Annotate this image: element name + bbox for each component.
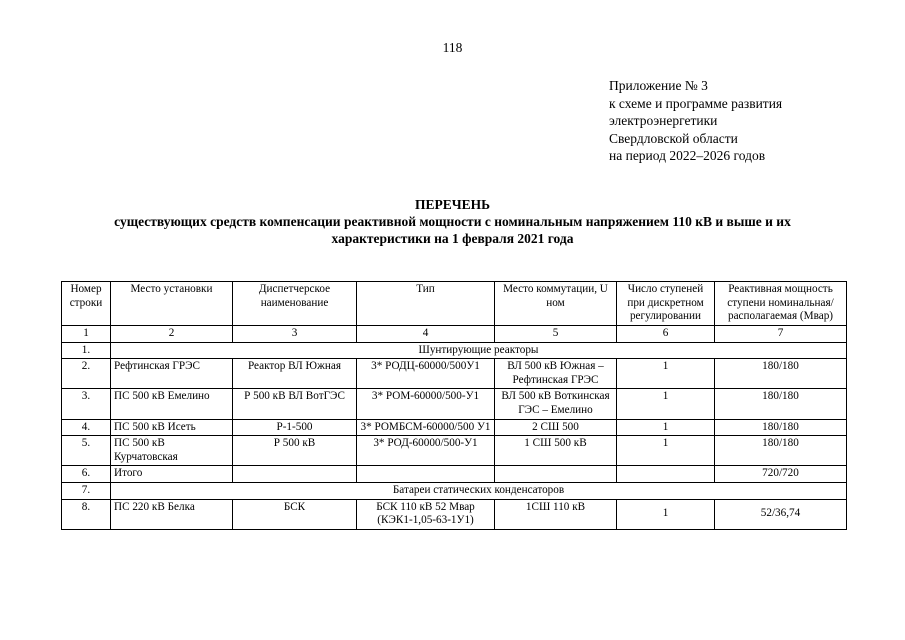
cell-dispatch-name: Реактор ВЛ Южная — [233, 359, 357, 389]
column-number-row — [62, 326, 847, 343]
cell-switch-place: 1 СШ 500 кВ — [495, 436, 617, 466]
row-number: 2. — [62, 359, 111, 389]
cell-switch-place: 2 СШ 500 — [495, 419, 617, 436]
row-number: 4. — [62, 419, 111, 436]
row-number: 8. — [62, 499, 111, 529]
cell-type: 3* РОМБСМ-60000/500 У1 — [357, 419, 495, 436]
empty-cell — [233, 466, 357, 483]
cell-type: 3* РОДЦ-60000/500У1 — [357, 359, 495, 389]
row-number: 7. — [62, 482, 111, 499]
title-subtitle-cont: характеристики на 1 февраля 2021 года — [331, 231, 574, 246]
cell-type: 3* РОМ-60000/500-У1 — [357, 389, 495, 419]
row-number: 6. — [62, 466, 111, 483]
cell-power: 52/36,74 — [715, 499, 847, 529]
cell-steps: 1 — [617, 499, 715, 529]
cell-power: 180/180 — [715, 389, 847, 419]
empty-cell — [617, 466, 715, 483]
cell-power: 180/180 — [715, 436, 847, 466]
section-row — [62, 342, 847, 359]
cell-steps: 1 — [617, 419, 715, 436]
cell-dispatch-name: Р 500 кВ — [233, 436, 357, 466]
table-row — [62, 436, 847, 466]
cell-type: БСК 110 кВ 52 Мвар (КЭК1-1,05-63-1У1) — [357, 499, 495, 529]
section-row — [62, 482, 847, 499]
table-row — [62, 389, 847, 419]
cell-type: 3* РОД-60000/500-У1 — [357, 436, 495, 466]
row-number: 3. — [62, 389, 111, 419]
cell-switch-place: ВЛ 500 кВ Южная – Рефтинская ГРЭС — [495, 359, 617, 389]
document-title — [60, 196, 845, 247]
cell-steps: 1 — [617, 359, 715, 389]
cell-power: 180/180 — [715, 359, 847, 389]
header-cell-switch-place: Место коммутации, U ном — [495, 282, 617, 326]
section-title: Батареи статических конденсаторов — [111, 482, 847, 499]
table-row — [62, 359, 847, 389]
cell-power: 180/180 — [715, 419, 847, 436]
row-number: 5. — [62, 436, 111, 466]
appendix-line: Приложение № 3 — [609, 78, 708, 93]
empty-cell — [357, 466, 495, 483]
total-label: Итого — [111, 466, 233, 483]
cell-switch-place: ВЛ 500 кВ Воткинская ГЭС – Емелино — [495, 389, 617, 419]
cell-place: Рефтинская ГРЭС — [111, 359, 233, 389]
column-number: 5 — [495, 326, 617, 343]
appendix-note — [609, 77, 782, 165]
title-subtitle: существующих средств компенсации реактивной мощности с номинальным напряжением 110 кВ и выше и их — [114, 214, 791, 229]
header-cell-place: Место установки — [111, 282, 233, 326]
cell-steps: 1 — [617, 436, 715, 466]
column-number: 3 — [233, 326, 357, 343]
table-header-row — [62, 282, 847, 326]
column-number: 1 — [62, 326, 111, 343]
title-heading: ПЕРЕЧЕНЬ — [414, 197, 491, 212]
appendix-line: на период 2022–2026 годов — [609, 148, 766, 163]
cell-place: ПС 500 кВ Курчатовская — [111, 436, 233, 466]
empty-cell — [495, 466, 617, 483]
section-title: Шунтирующие реакторы — [111, 342, 847, 359]
header-cell-power: Реактивная мощность ступени номинальная/ располагаемая (Мвар) — [715, 282, 847, 326]
page-number: 118 — [442, 40, 463, 55]
total-power: 720/720 — [715, 466, 847, 483]
cell-dispatch-name: БСК — [233, 499, 357, 529]
cell-dispatch-name: Р-1-500 — [233, 419, 357, 436]
cell-steps: 1 — [617, 389, 715, 419]
column-number: 6 — [617, 326, 715, 343]
column-number: 4 — [357, 326, 495, 343]
header-cell-dispatch-name: Диспетчерское наименование — [233, 282, 357, 326]
cell-place: ПС 500 кВ Емелино — [111, 389, 233, 419]
column-number: 7 — [715, 326, 847, 343]
row-number: 1. — [62, 342, 111, 359]
cell-switch-place: 1СШ 110 кВ — [495, 499, 617, 529]
appendix-line: электроэнергетики — [609, 113, 718, 128]
total-row — [62, 466, 847, 483]
table-row — [62, 499, 847, 529]
appendix-line: Свердловской области — [609, 130, 738, 146]
cell-place: ПС 500 кВ Исеть — [111, 419, 233, 436]
header-cell-row-number: Номер строки — [62, 282, 111, 326]
cell-dispatch-name: Р 500 кВ ВЛ ВотГЭС — [233, 389, 357, 419]
table-row — [62, 419, 847, 436]
appendix-line: к схеме и программе развития — [609, 95, 783, 111]
compensation-table — [61, 281, 847, 530]
cell-place: ПС 220 кВ Белка — [111, 499, 233, 529]
header-cell-steps: Число ступеней при дискретном регулировании — [617, 282, 715, 326]
column-number: 2 — [111, 326, 233, 343]
header-cell-type: Тип — [357, 282, 495, 326]
